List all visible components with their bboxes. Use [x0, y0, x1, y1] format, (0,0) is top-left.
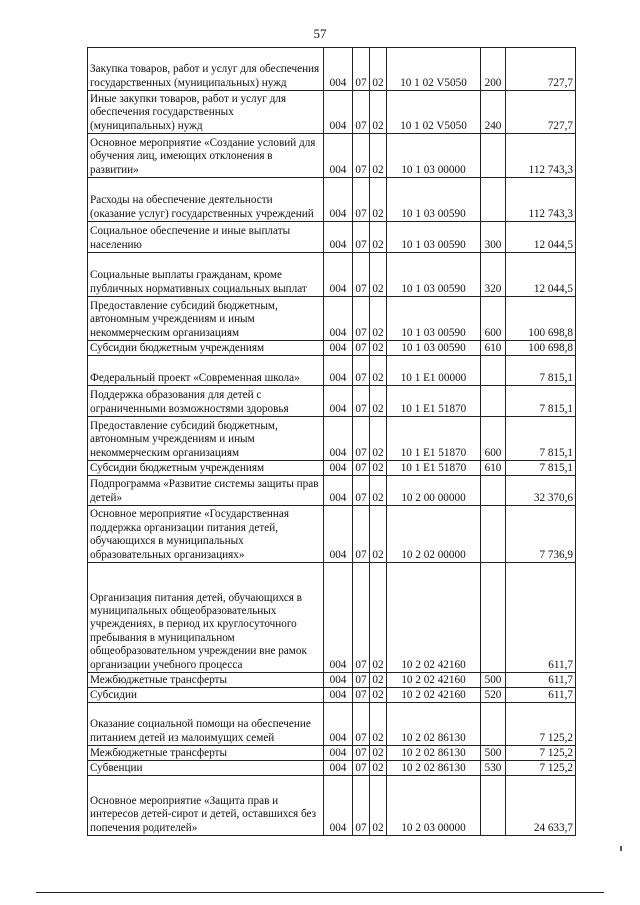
row-section: 07	[353, 746, 370, 761]
table-row	[88, 253, 576, 297]
row-sum: 7 815,1	[506, 417, 576, 461]
table-row	[88, 222, 576, 253]
budget-table	[87, 47, 576, 836]
row-section: 07	[353, 506, 370, 563]
row-code: 004	[324, 776, 353, 836]
row-kcsr: 10 1 03 00000	[387, 134, 481, 178]
row-name: Подпрограмма «Развитие системы защиты прав детей»	[88, 476, 324, 506]
row-sum: 32 370,6	[506, 476, 576, 506]
row-name: Поддержка образования для детей с ограниченными возможностями здоровья	[88, 386, 324, 417]
row-section: 07	[353, 476, 370, 506]
row-code: 004	[324, 506, 353, 563]
row-subsection: 02	[370, 356, 387, 386]
row-subsection: 02	[370, 48, 387, 91]
row-kcsr: 10 1 03 00590	[387, 297, 481, 341]
table-row	[88, 91, 576, 134]
row-sum: 7 815,1	[506, 461, 576, 476]
table-row	[88, 776, 576, 836]
row-subsection: 02	[370, 476, 387, 506]
row-kcsr: 10 2 02 86130	[387, 761, 481, 776]
row-name: Оказание социальной помощи на обеспечение питанием детей из малоимущих семей	[88, 703, 324, 746]
row-subsection: 02	[370, 703, 387, 746]
row-section: 07	[353, 356, 370, 386]
row-section: 07	[353, 341, 370, 356]
row-kcsr: 10 2 02 00000	[387, 506, 481, 563]
table-row	[88, 356, 576, 386]
row-kcsr: 10 1 E1 51870	[387, 417, 481, 461]
row-kcsr: 10 1 02 V5050	[387, 48, 481, 91]
row-sum: 100 698,8	[506, 341, 576, 356]
row-kvr	[481, 563, 506, 673]
row-subsection: 02	[370, 178, 387, 222]
row-section: 07	[353, 48, 370, 91]
row-section: 07	[353, 222, 370, 253]
row-name: Межбюджетные трансферты	[88, 746, 324, 761]
row-kvr	[481, 178, 506, 222]
row-code: 004	[324, 356, 353, 386]
row-sum: 112 743,3	[506, 134, 576, 178]
row-kcsr: 10 2 02 42160	[387, 673, 481, 688]
row-sum: 611,7	[506, 688, 576, 703]
row-kcsr: 10 2 02 86130	[387, 746, 481, 761]
row-sum: 611,7	[506, 563, 576, 673]
row-code: 004	[324, 91, 353, 134]
row-sum: 24 633,7	[506, 776, 576, 836]
row-subsection: 02	[370, 297, 387, 341]
page-number: 57	[313, 26, 327, 41]
table-row	[88, 688, 576, 703]
row-name: Основное мероприятие «Защита прав и интересов детей-сирот и детей, оставшихся без попечения родителей»	[88, 776, 324, 836]
row-section: 07	[353, 297, 370, 341]
row-sum: 7 125,2	[506, 761, 576, 776]
row-subsection: 02	[370, 417, 387, 461]
row-sum: 7 125,2	[506, 746, 576, 761]
row-name: Предоставление субсидий бюджетным, автономным учреждениям и иным некоммерческим организациям	[88, 417, 324, 461]
row-kcsr: 10 1 E1 51870	[387, 386, 481, 417]
row-section: 07	[353, 776, 370, 836]
row-kcsr: 10 2 02 42160	[387, 688, 481, 703]
table-row	[88, 761, 576, 776]
row-subsection: 02	[370, 386, 387, 417]
row-kvr: 530	[481, 761, 506, 776]
row-kvr: 500	[481, 673, 506, 688]
table-row	[88, 703, 576, 746]
row-sum: 100 698,8	[506, 297, 576, 341]
row-section: 07	[353, 461, 370, 476]
row-sum: 727,7	[506, 48, 576, 91]
row-subsection: 02	[370, 563, 387, 673]
row-code: 004	[324, 673, 353, 688]
row-subsection: 02	[370, 776, 387, 836]
row-code: 004	[324, 222, 353, 253]
row-code: 004	[324, 476, 353, 506]
table-row	[88, 178, 576, 222]
row-name: Субвенции	[88, 761, 324, 776]
table-row	[88, 563, 576, 673]
row-name: Расходы на обеспечение деятельности (оказание услуг) государственных учреждений	[88, 178, 324, 222]
table-row	[88, 476, 576, 506]
row-kcsr: 10 1 03 00590	[387, 341, 481, 356]
row-name: Закупка товаров, работ и услуг для обеспечения государственных (муниципальных) нужд	[88, 48, 324, 91]
row-kcsr: 10 1 02 V5050	[387, 91, 481, 134]
row-section: 07	[353, 178, 370, 222]
row-kvr: 500	[481, 746, 506, 761]
row-kcsr: 10 1 03 00590	[387, 222, 481, 253]
row-code: 004	[324, 563, 353, 673]
row-section: 07	[353, 134, 370, 178]
row-kvr	[481, 776, 506, 836]
row-subsection: 02	[370, 688, 387, 703]
table-row	[88, 341, 576, 356]
row-name: Социальные выплаты гражданам, кроме публичных нормативных социальных выплат	[88, 253, 324, 297]
row-name: Основное мероприятие «Создание условий для обучения лиц, имеющих отклонения в развитии»	[88, 134, 324, 178]
row-sum: 7 736,9	[506, 506, 576, 563]
row-sum: 611,7	[506, 673, 576, 688]
table-row	[88, 746, 576, 761]
row-subsection: 02	[370, 253, 387, 297]
row-kvr	[481, 476, 506, 506]
table-row	[88, 48, 576, 91]
row-code: 004	[324, 134, 353, 178]
table-row	[88, 386, 576, 417]
row-kcsr: 10 2 00 00000	[387, 476, 481, 506]
row-section: 07	[353, 386, 370, 417]
row-kvr	[481, 506, 506, 563]
table-row	[88, 461, 576, 476]
row-code: 004	[324, 761, 353, 776]
row-section: 07	[353, 91, 370, 134]
row-sum: 7 815,1	[506, 356, 576, 386]
row-kcsr: 10 1 03 00590	[387, 253, 481, 297]
row-subsection: 02	[370, 341, 387, 356]
row-kcsr: 10 2 02 42160	[387, 563, 481, 673]
row-subsection: 02	[370, 222, 387, 253]
row-code: 004	[324, 297, 353, 341]
row-sum: 112 743,3	[506, 178, 576, 222]
row-name: Межбюджетные трансферты	[88, 673, 324, 688]
row-code: 004	[324, 386, 353, 417]
row-name: Предоставление субсидий бюджетным, автономным учреждениям и иным некоммерческим организациям	[88, 297, 324, 341]
row-sum: 7 815,1	[506, 386, 576, 417]
row-code: 004	[324, 703, 353, 746]
row-name: Субсидии	[88, 688, 324, 703]
table-row	[88, 673, 576, 688]
row-subsection: 02	[370, 134, 387, 178]
row-section: 07	[353, 417, 370, 461]
bottom-rule	[36, 892, 604, 893]
row-subsection: 02	[370, 746, 387, 761]
row-sum: 12 044,5	[506, 253, 576, 297]
row-kvr	[481, 134, 506, 178]
row-kcsr: 10 2 02 86130	[387, 703, 481, 746]
row-kvr: 320	[481, 253, 506, 297]
row-subsection: 02	[370, 91, 387, 134]
row-name: Иные закупки товаров, работ и услуг для обеспечения государственных (муниципальных) нужд	[88, 91, 324, 134]
row-kvr: 240	[481, 91, 506, 134]
row-kvr: 600	[481, 417, 506, 461]
row-subsection: 02	[370, 506, 387, 563]
row-code: 004	[324, 461, 353, 476]
row-kvr: 610	[481, 461, 506, 476]
table-row	[88, 134, 576, 178]
row-code: 004	[324, 688, 353, 703]
row-name: Субсидии бюджетным учреждениям	[88, 341, 324, 356]
row-code: 004	[324, 341, 353, 356]
row-sum: 12 044,5	[506, 222, 576, 253]
row-name: Основное мероприятие «Государственная поддержка организации питания детей, обучающихся в муниципальных образовательных организациях»	[88, 506, 324, 563]
row-code: 004	[324, 48, 353, 91]
row-kvr: 600	[481, 297, 506, 341]
row-code: 004	[324, 417, 353, 461]
row-section: 07	[353, 673, 370, 688]
table-row	[88, 506, 576, 563]
row-name: Организация питания детей, обучающихся в муниципальных общеобразовательных учреждениях, в период их круглосуточного пребывания в муниципальном общеобразовательном учреждении вне рамок организации учебного процесса	[88, 563, 324, 673]
row-name: Социальное обеспечение и иные выплаты населению	[88, 222, 324, 253]
row-section: 07	[353, 761, 370, 776]
row-kvr: 520	[481, 688, 506, 703]
row-kcsr: 10 1 E1 00000	[387, 356, 481, 386]
row-code: 004	[324, 253, 353, 297]
row-section: 07	[353, 703, 370, 746]
row-kvr	[481, 386, 506, 417]
row-sum: 7 125,2	[506, 703, 576, 746]
budget-table-body	[88, 48, 576, 836]
row-subsection: 02	[370, 761, 387, 776]
row-kvr: 610	[481, 341, 506, 356]
row-section: 07	[353, 253, 370, 297]
row-kvr: 200	[481, 48, 506, 91]
row-section: 07	[353, 563, 370, 673]
row-code: 004	[324, 178, 353, 222]
row-section: 07	[353, 688, 370, 703]
table-row	[88, 297, 576, 341]
row-kvr: 300	[481, 222, 506, 253]
table-row	[88, 417, 576, 461]
row-name: Федеральный проект «Современная школа»	[88, 356, 324, 386]
row-name: Субсидии бюджетным учреждениям	[88, 461, 324, 476]
row-kvr	[481, 356, 506, 386]
row-sum: 727,7	[506, 91, 576, 134]
row-subsection: 02	[370, 673, 387, 688]
row-kcsr: 10 1 E1 51870	[387, 461, 481, 476]
row-kvr	[481, 703, 506, 746]
row-subsection: 02	[370, 461, 387, 476]
scan-mark	[620, 846, 622, 851]
row-kcsr: 10 2 03 00000	[387, 776, 481, 836]
row-code: 004	[324, 746, 353, 761]
row-kcsr: 10 1 03 00590	[387, 178, 481, 222]
